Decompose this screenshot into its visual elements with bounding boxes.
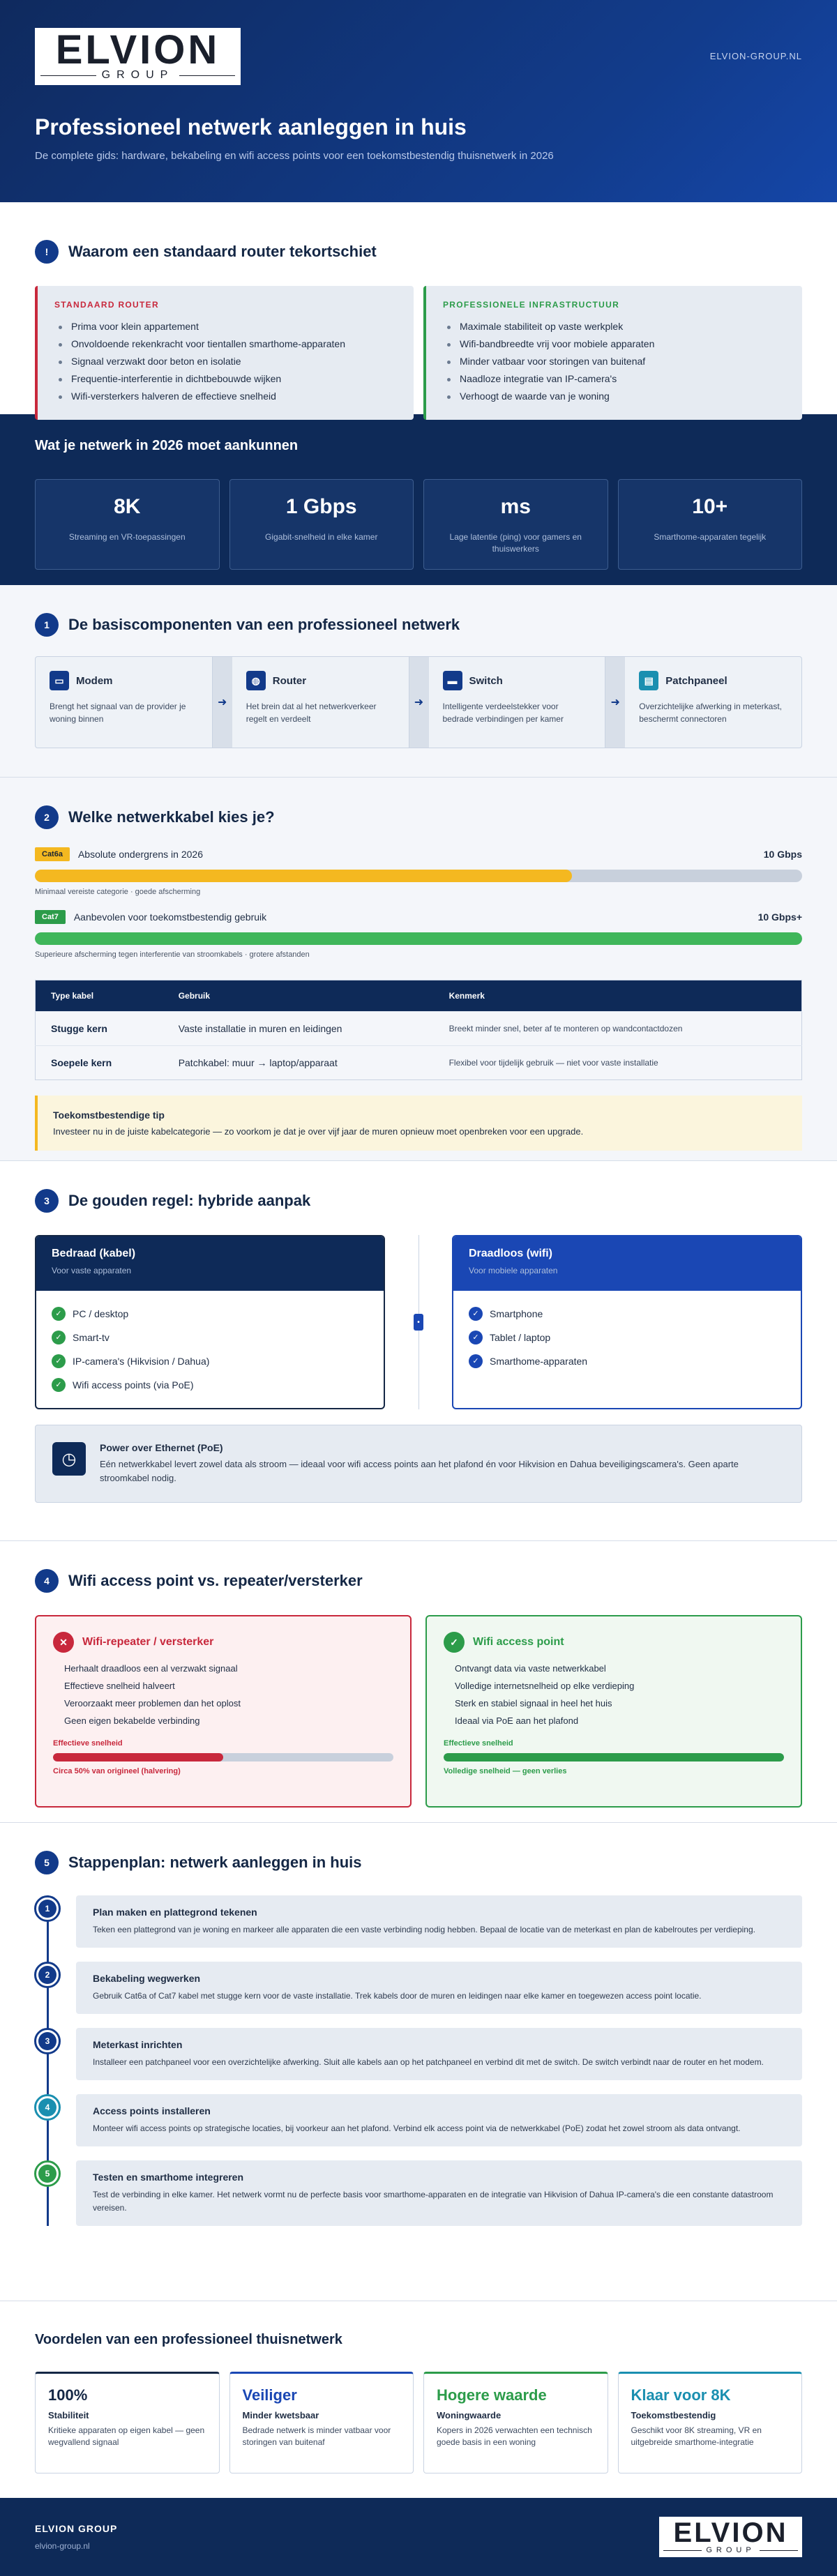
item-label: Smartphone xyxy=(490,1308,543,1319)
item-label: Smarthome-apparaten xyxy=(490,1356,588,1367)
component-desc: Intelligente verdeelstekker voor bedrade verbindingen per kamer xyxy=(442,702,564,724)
table-header: Gebruik xyxy=(163,980,434,1012)
step-text: Teken een plattegrond van je woning en markeer alle apparaten die een vaste verbinding nodig hebben. Bepaal de locatie van de meterkast en plan de kabelroutes per verdieping. xyxy=(93,1925,755,1934)
table-cell: Soepele kern xyxy=(36,1046,163,1080)
page-subtitle: De complete gids: hardware, bekabeling en wifi access points voor een toekomstbestendig thuisnetwerk in 2026 xyxy=(35,150,554,162)
component-modem xyxy=(36,657,213,748)
speed-note: Volledige snelheid — geen verlies xyxy=(444,1767,567,1775)
card-title: Bedraad (kabel) xyxy=(52,1248,136,1259)
arrow-right-icon: ➜ xyxy=(605,657,625,748)
speed-label: Effectieve snelheid xyxy=(53,1739,123,1748)
section-hybrid xyxy=(0,1160,837,1540)
benefit-text: Kopers in 2026 verwachten een technisch goede basis in een woning xyxy=(437,2425,592,2447)
component-name: Patchpaneel xyxy=(665,674,727,687)
poe-box xyxy=(35,1425,802,1503)
stat-card xyxy=(35,479,220,570)
cable-note: Superieure afscherming tegen interferentie van stroomkabels · grotere afstanden xyxy=(35,950,310,959)
cable-bar-fill xyxy=(35,932,802,945)
close-icon: ✕ xyxy=(53,1632,74,1653)
benefit-key: 100% xyxy=(48,2386,88,2404)
stat-label: Smarthome-apparaten tegelijk xyxy=(654,532,767,542)
footer xyxy=(0,2498,837,2576)
pro-infrastructure-box xyxy=(423,286,802,420)
tip-title: Toekomstbestendige tip xyxy=(53,1109,165,1121)
list-item: Naadloze integratie van IP-camera's xyxy=(443,370,785,388)
repeater-card xyxy=(35,1615,412,1808)
table-cell: Stugge kern xyxy=(36,1012,163,1046)
component-patchpanel xyxy=(625,657,801,748)
component-name: Modem xyxy=(76,674,113,687)
card-title: Wifi-repeater / versterker xyxy=(82,1636,214,1648)
step-number: 3 xyxy=(38,2032,56,2050)
benefit-key: Hogere waarde xyxy=(437,2386,547,2404)
footer-logo[interactable] xyxy=(659,2517,802,2557)
stats-section xyxy=(0,414,837,585)
cable-speed: 10 Gbps xyxy=(763,849,802,860)
list-item: Sterk en stabiel signaal in heel het huis xyxy=(455,1698,612,1709)
list-item: Wifi-versterkers halveren de effectieve snelheid xyxy=(54,388,397,405)
list-item: Veroorzaakt meer problemen dan het oplost xyxy=(64,1698,241,1709)
component-desc: Het brein dat al het netwerkverkeer regelt en verdeelt xyxy=(246,702,377,724)
table-row xyxy=(36,1012,802,1046)
section-number: 3 xyxy=(35,1189,59,1213)
list-item xyxy=(469,1326,785,1349)
benefit-text: Geschikt voor 8K streaming, VR en uitgebreide smarthome-integratie xyxy=(631,2425,762,2447)
step-title: Testen en smarthome integreren xyxy=(93,2172,244,2183)
section-title: De gouden regel: hybride aanpak xyxy=(68,1192,311,1209)
section-why xyxy=(0,202,837,414)
clock-icon: ◷ xyxy=(52,1442,86,1476)
tip-box xyxy=(35,1096,802,1151)
step-number: 5 xyxy=(38,2165,56,2183)
list-item xyxy=(52,1349,368,1373)
table-cell: Flexibel voor tijdelijk gebruik — niet voor vaste installatie xyxy=(434,1046,802,1080)
step-text: Test de verbinding in elke kamer. Het netwerk vormt nu de perfecte basis voor smarthome-apparaten en de integratie van Hikvision of Dahua IP-camera's die een constante datastroom vereisen. xyxy=(93,2190,774,2213)
step-title: Access points installeren xyxy=(93,2105,211,2116)
cable-label: Absolute ondergrens in 2026 xyxy=(77,849,203,860)
component-name: Switch xyxy=(469,674,503,687)
stat-card xyxy=(618,479,803,570)
footer-name: ELVION GROUP xyxy=(35,2523,118,2534)
wired-card xyxy=(35,1235,385,1409)
list-item: Maximale stabiliteit op vaste werkplek xyxy=(443,318,785,335)
component-switch xyxy=(429,657,606,748)
list-item: Herhaalt draadloos een al verzwakt signaal xyxy=(64,1663,238,1674)
list-item xyxy=(52,1326,368,1349)
footer-url[interactable]: elvion-group.nl xyxy=(35,2541,90,2551)
list-item: Frequentie-interferentie in dichtbebouwde wijken xyxy=(54,370,397,388)
benefit-sub: Toekomstbestendig xyxy=(631,2410,716,2420)
step-item xyxy=(35,1895,802,1948)
benefit-sub: Woningwaarde xyxy=(437,2410,502,2420)
monitor-icon: ▭ xyxy=(50,671,69,690)
stat-label: Lage latentie (ping) voor gamers en thuiswerkers xyxy=(449,532,582,554)
table-cell: Breekt minder snel, beter af te monteren op wandcontactdozen xyxy=(434,1012,802,1046)
step-item xyxy=(35,2094,802,2146)
list-item xyxy=(52,1373,368,1397)
list-item: Wifi-bandbreedte vrij voor mobiele apparaten xyxy=(443,335,785,353)
benefit-card xyxy=(618,2372,803,2473)
access-point-card xyxy=(425,1615,802,1808)
benefit-card xyxy=(229,2372,414,2473)
step-title: Bekabeling wegwerken xyxy=(93,1973,201,1984)
list-item xyxy=(469,1349,785,1373)
card-sub: Voor mobiele apparaten xyxy=(469,1266,558,1275)
list-item: Signaal verzwakt door beton en isolatie xyxy=(54,353,397,370)
list-item: Minder vatbaar voor storingen van buitenaf xyxy=(443,353,785,370)
section-benefits xyxy=(0,2301,837,2498)
table-header: Kenmerk xyxy=(434,980,802,1012)
item-label: IP-camera's (Hikvision / Dahua) xyxy=(73,1356,210,1367)
switch-icon: ▬ xyxy=(443,671,462,690)
section-wifi xyxy=(0,1540,837,1822)
list-item: Verhoogt de waarde van je woning xyxy=(443,388,785,405)
section-steps xyxy=(0,1822,837,2301)
step-title: Meterkast inrichten xyxy=(93,2039,183,2050)
stat-value: 10+ xyxy=(692,495,728,518)
section-title: De basiscomponenten van een professioneel netwerk xyxy=(68,616,460,633)
step-item xyxy=(35,2028,802,2080)
section-number: 2 xyxy=(35,805,59,829)
check-icon: ✓ xyxy=(52,1307,66,1321)
cable-table xyxy=(35,980,802,1080)
speed-track xyxy=(53,1753,393,1761)
stat-label: Streaming en VR-toepassingen xyxy=(68,532,186,542)
arrow-right-icon: ➜ xyxy=(409,657,429,748)
section-title: Welke netwerkkabel kies je? xyxy=(68,808,275,826)
table-header: Type kabel xyxy=(36,980,163,1012)
stat-value: ms xyxy=(500,495,531,518)
speed-fill xyxy=(444,1753,784,1761)
card-title: Draadloos (wifi) xyxy=(469,1248,553,1259)
step-number: 1 xyxy=(38,1900,56,1918)
component-name: Router xyxy=(272,674,307,687)
logo-main: ELVION xyxy=(673,2517,788,2548)
benefit-card xyxy=(423,2372,608,2473)
step-title: Plan maken en plattegrond tekenen xyxy=(93,1907,257,1918)
logo-sub xyxy=(659,2546,802,2554)
card-sub: Voor vaste apparaten xyxy=(52,1266,132,1275)
item-label: Wifi access points (via PoE) xyxy=(73,1379,194,1391)
stats-title: Wat je netwerk in 2026 moet aankunnen xyxy=(35,438,299,453)
speed-note: Circa 50% van origineel (halvering) xyxy=(53,1767,181,1775)
patch-panel-icon: ▤ xyxy=(639,671,658,690)
check-icon: ✓ xyxy=(52,1331,66,1344)
benefit-text: Bedrade netwerk is minder vatbaar voor storingen van buitenaf xyxy=(242,2425,391,2447)
logo[interactable] xyxy=(35,28,241,85)
header-url[interactable]: ELVION-GROUP.NL xyxy=(709,51,802,61)
stat-card xyxy=(229,479,414,570)
list-item: Ontvangt data via vaste netwerkkabel xyxy=(455,1663,606,1674)
cable-label: Aanbevolen voor toekomstbestendig gebruik xyxy=(73,911,267,923)
step-text: Monteer wifi access points op strategische locaties, bij voorkeur aan het plafond. Verbind elk access point via de netwerkkabel (PoE) zodat het zowel stroom als data ontvangt. xyxy=(93,2123,741,2133)
speed-track xyxy=(444,1753,784,1761)
check-icon: ✓ xyxy=(52,1354,66,1368)
cable-tag: Cat7 xyxy=(35,910,66,924)
page-title: Professioneel netwerk aanleggen in huis xyxy=(35,114,467,139)
connector-icon: • xyxy=(414,1314,423,1331)
table-cell: Patchkabel: muur → laptop/apparaat xyxy=(163,1046,434,1080)
box-heading: PROFESSIONELE INFRASTRUCTUUR xyxy=(443,300,620,310)
logo-sub xyxy=(35,69,241,82)
list-item xyxy=(469,1302,785,1326)
logo-main: ELVION xyxy=(55,27,220,73)
box-heading: STANDAARD ROUTER xyxy=(54,300,159,310)
globe-icon: ◍ xyxy=(246,671,266,690)
poe-text: Eén netwerkkabel levert zowel data als stroom — ideaal voor wifi access points aan het plafond én voor Hikvision en Dahua beveiligingscamera's. Geen aparte stroomkabel nodig. xyxy=(100,1459,739,1483)
benefit-sub: Stabiliteit xyxy=(48,2410,89,2420)
cable-speed: 10 Gbps+ xyxy=(757,911,802,923)
table-row xyxy=(36,1046,802,1080)
check-icon: ✓ xyxy=(444,1632,465,1653)
item-label: Tablet / laptop xyxy=(490,1332,551,1343)
poe-title: Power over Ethernet (PoE) xyxy=(100,1442,223,1453)
step-text: Gebruik Cat6a of Cat7 kabel met stugge kern voor de vaste installatie. Trek kabels door de muren en leidingen naar elke kamer en toegewezen access point locatie. xyxy=(93,1991,702,2001)
component-router xyxy=(232,657,409,748)
stat-value: 1 Gbps xyxy=(285,495,357,518)
stat-value: 8K xyxy=(114,495,141,518)
list-item: Prima voor klein appartement xyxy=(54,318,397,335)
list-item: Onvoldoende rekenkracht voor tientallen smarthome-apparaten xyxy=(54,335,397,353)
list-item: Volledige internetsnelheid op elke verdieping xyxy=(455,1681,635,1691)
arrow-right-icon: ➜ xyxy=(213,657,232,748)
check-icon: ✓ xyxy=(52,1378,66,1392)
tip-text: Investeer nu in de juiste kabelcategorie — zo voorkom je dat je over vijf jaar de muren opnieuw moet openbreken voor een upgrade. xyxy=(53,1126,584,1137)
section-title: Waarom een standaard router tekortschiet xyxy=(68,243,377,260)
benefit-key: Veiliger xyxy=(242,2386,297,2404)
list-item: Ideaal via PoE aan het plafond xyxy=(455,1715,579,1726)
card-title: Wifi access point xyxy=(473,1636,564,1648)
step-number: 4 xyxy=(38,2098,56,2116)
hero xyxy=(0,0,837,202)
table-cell: Vaste installatie in muren en leidingen xyxy=(163,1012,434,1046)
speed-fill xyxy=(53,1753,223,1761)
logo-sub-text: GROUP xyxy=(706,2546,755,2554)
stat-card xyxy=(423,479,608,570)
item-label: Smart-tv xyxy=(73,1332,110,1343)
benefit-sub: Minder kwetsbaar xyxy=(242,2410,319,2420)
cable-tag: Cat6a xyxy=(35,847,70,861)
list-item xyxy=(52,1302,368,1326)
list-item: Effectieve snelheid halveert xyxy=(64,1681,175,1691)
benefit-key: Klaar voor 8K xyxy=(631,2386,731,2404)
cable-bar-fill xyxy=(35,870,572,882)
logo-sub-text: GROUP xyxy=(101,69,174,81)
section-title: Wifi access point vs. repeater/versterker xyxy=(68,1572,363,1589)
item-label: PC / desktop xyxy=(73,1308,129,1319)
check-icon: ✓ xyxy=(469,1354,483,1368)
section-number: ! xyxy=(35,240,59,264)
component-desc: Brengt het signaal van de provider je woning binnen xyxy=(50,702,186,724)
step-text: Installeer een patchpaneel voor een overzichtelijke afwerking. Sluit alle kabels aan op het patchpaneel en verbind dit met de switch. De switch verbindt naar de router en het modem. xyxy=(93,2057,764,2067)
section-number: 5 xyxy=(35,1851,59,1874)
component-desc: Overzichtelijke afwerking in meterkast, beschermt connectoren xyxy=(639,702,782,724)
benefit-card xyxy=(35,2372,220,2473)
step-item xyxy=(35,1962,802,2014)
cable-note: Minimaal vereiste categorie · goede afscherming xyxy=(35,888,201,896)
step-item xyxy=(35,2160,802,2226)
check-icon: ✓ xyxy=(469,1307,483,1321)
wireless-card xyxy=(452,1235,802,1409)
check-icon: ✓ xyxy=(469,1331,483,1344)
cable-bar-track xyxy=(35,932,802,945)
section-number: 4 xyxy=(35,1569,59,1593)
step-number: 2 xyxy=(38,1966,56,1984)
standard-router-box xyxy=(35,286,414,420)
divider xyxy=(385,1235,452,1409)
section-components xyxy=(0,585,837,777)
section-number: 1 xyxy=(35,613,59,637)
section-cable xyxy=(0,777,837,1160)
speed-label: Effectieve snelheid xyxy=(444,1739,513,1748)
stat-label: Gigabit-snelheid in elke kamer xyxy=(265,532,378,542)
cable-bar-track xyxy=(35,870,802,882)
benefit-text: Kritieke apparaten op eigen kabel — geen wegvallend signaal xyxy=(48,2425,205,2447)
list-item: Geen eigen bekabelde verbinding xyxy=(64,1715,200,1726)
section-title: Voordelen van een professioneel thuisnetwerk xyxy=(35,2332,342,2347)
section-title: Stappenplan: netwerk aanleggen in huis xyxy=(68,1854,362,1871)
